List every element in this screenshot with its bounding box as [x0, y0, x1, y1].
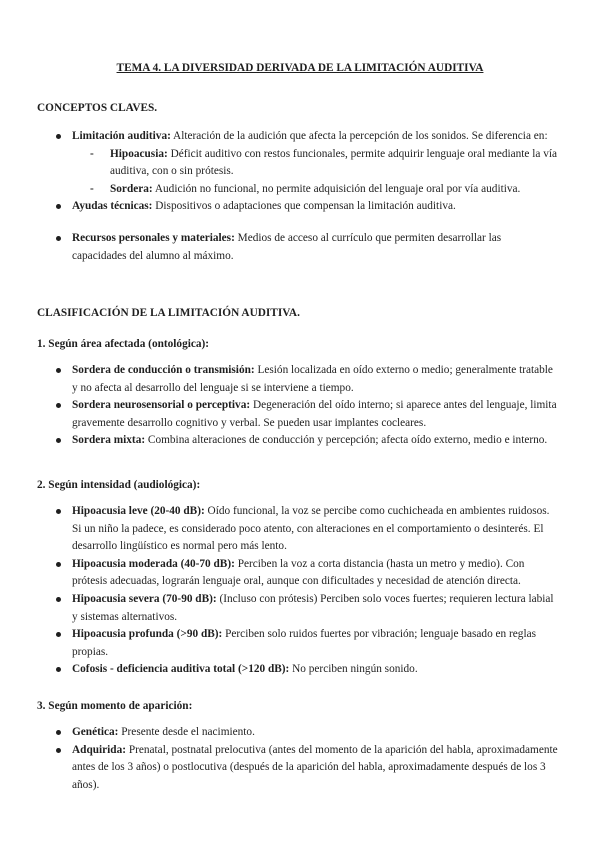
item-text: Alteración de la audición que afecta la percepción de los sonidos. Se diferencia en: [170, 130, 548, 142]
momento-list [0, 724, 600, 794]
document-title: TEMA 4. LA DIVERSIDAD DERIVADA DE LA LIMITACIÓN AUDITIVA [116, 62, 484, 74]
item-text: Prenatal, postnatal prelocutiva (antes del momento de la aparición del habla, aproximadamente antes de los 3 años) o postlocutiva (después de la aparición del habla, aproximadamente después de los 3 años). [72, 743, 558, 791]
list-item [0, 626, 600, 661]
list-item [0, 724, 600, 742]
item-term: Limitación auditiva: [72, 130, 171, 142]
item-text: Perciben solo ruidos fuertes por vibración; lenguaje basado en reglas propias. [72, 628, 537, 658]
item-term: Sordera de conducción o transmisión: [72, 364, 255, 376]
list-item [0, 397, 600, 432]
intensidad-heading: 2. Según intensidad (audiológica): [37, 479, 201, 491]
item-text: Perciben la voz a corta distancia (hasta un metro y medio). Con prótesis adecuadas, lograrán lenguaje oral, aunque con dificultades y necesidad de atención directa. [72, 557, 525, 588]
list-item [0, 503, 600, 556]
item-text: Presente desde el nacimiento. [118, 726, 255, 738]
sub-list [72, 146, 558, 199]
item-term: Sordera neurosensorial o perceptiva: [72, 399, 251, 412]
conceptos-list [0, 128, 600, 265]
list-item [0, 661, 600, 679]
list-item [0, 742, 600, 795]
list-item [0, 432, 600, 450]
item-term: Hipoacusia moderada (40-70 dB): [72, 557, 235, 570]
momento-heading: 3. Según momento de aparición: [37, 700, 193, 712]
item-text: Degeneración del oído interno; si aparece antes del lenguaje, limita gravemente desarrollo cognitivo y verbal. Se pueden usar implantes cocleares. [72, 399, 557, 429]
intensidad-list [0, 503, 600, 679]
clasificacion-heading: CLASIFICACIÓN DE LA LIMITACIÓN AUDITIVA. [37, 307, 300, 319]
sub-item [72, 181, 558, 199]
item-text: Déficit auditivo con restos funcionales, permite adquirir lenguaje oral mediante la vía auditiva, con o sin prótesis. [110, 147, 558, 178]
list-item [0, 128, 600, 198]
item-term: Ayudas técnicas: [72, 200, 153, 213]
item-term: Sordera mixta: [72, 434, 146, 447]
item-text: Combina alteraciones de conducción y percepción; afecta oído externo, medio e interno. [145, 434, 548, 447]
item-text: Lesión localizada en oído externo o medio; generalmente tratable y no afecta al desarrollo del lenguaje si se interviene a tiempo. [72, 364, 553, 394]
conceptos-heading: CONCEPTOS CLAVES. [37, 102, 158, 114]
item-term: Hipoacusia: [110, 147, 168, 160]
list-item [0, 556, 600, 591]
item-text: No perciben ningún sonido. [289, 663, 418, 676]
item-text: Dispositivos o adaptaciones que compensan la limitación auditiva. [152, 200, 456, 213]
item-text: Audición no funcional, no permite adquisición del lenguaje oral por vía auditiva. [152, 182, 521, 195]
list-item [0, 230, 600, 265]
item-term: Genética: [72, 726, 119, 738]
item-text: (Incluso con prótesis) Perciben solo voces fuertes; requieren lectura labial y sistemas alternativos. [72, 592, 554, 623]
list-item [0, 591, 600, 626]
list-item [0, 362, 600, 397]
item-term: Adquirida: [72, 743, 126, 756]
item-term: Cofosis - deficiencia auditiva total (>120 dB): [72, 663, 290, 676]
item-term: Hipoacusia leve (20-40 dB): [72, 505, 205, 517]
item-term: Hipoacusia severa (70-90 dB): [72, 592, 217, 605]
area-list [0, 362, 600, 450]
item-term: Hipoacusia profunda (>90 dB): [72, 628, 223, 641]
sub-item [72, 146, 558, 181]
item-term: Sordera: [110, 182, 153, 195]
item-text: Oído funcional, la voz se percibe como cuchicheada en ambientes ruidosos. Si un niño la padece, es considerado poco atento, con alteraciones en el comportamiento o desinterés. El desarrollo lingüístico es normal pero más lento. [72, 505, 550, 553]
area-heading: 1. Según área afectada (ontológica): [37, 338, 210, 350]
item-text: Medios de acceso al currículo que permiten desarrollar las capacidades del alumno al máximo. [72, 231, 502, 262]
item-term: Recursos personales y materiales: [72, 231, 235, 244]
list-item [0, 198, 600, 216]
